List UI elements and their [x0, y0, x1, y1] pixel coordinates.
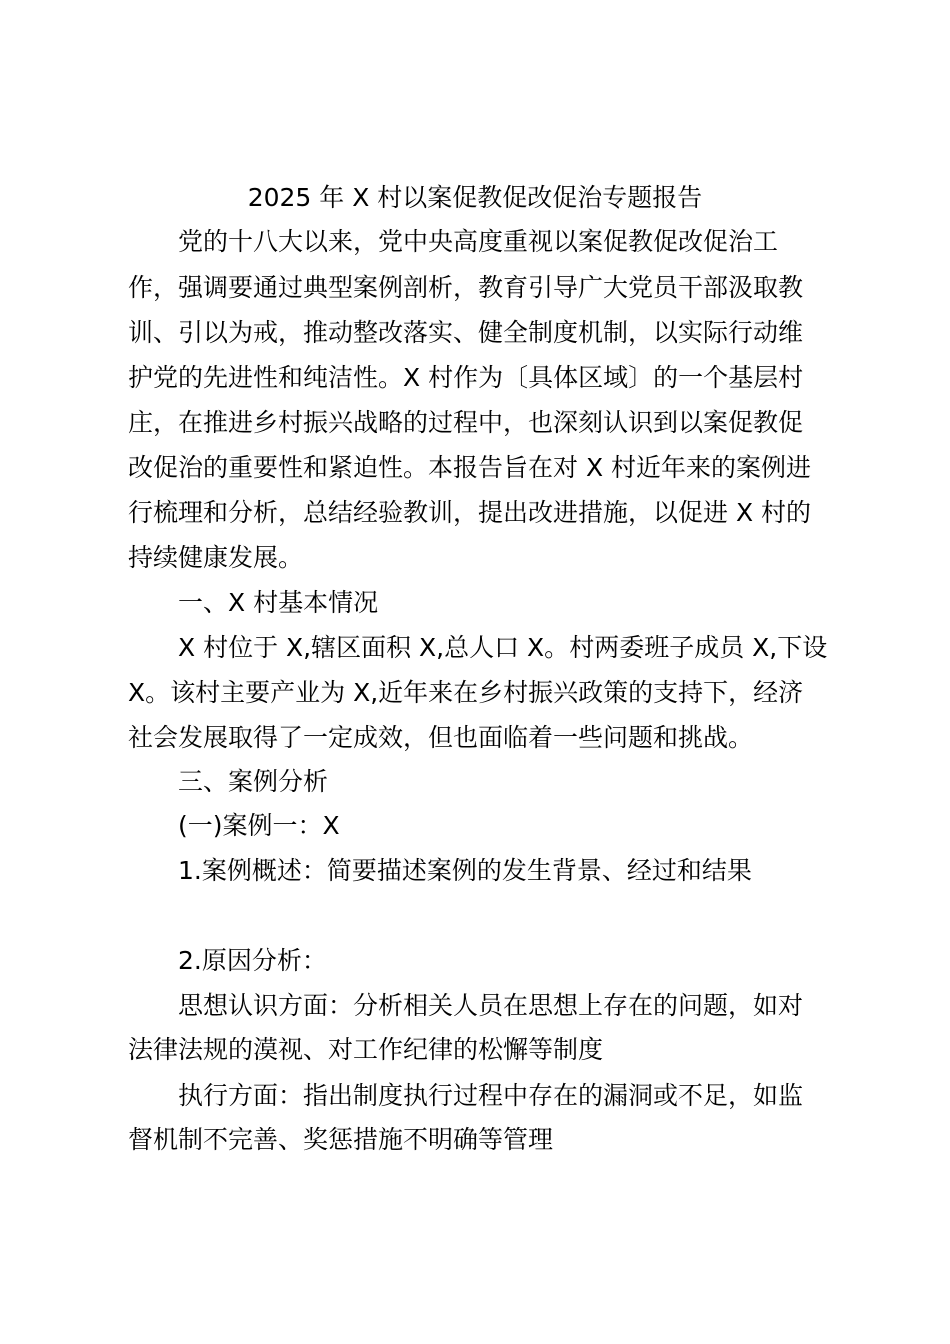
intro-line-2: 作，强调要通过典型案例剖析，教育引导广大党员干部汲取教: [128, 273, 804, 302]
section1-line-1: X 村位于 X,辖区面积 X,总人口 X。村两委班子成员 X,下设: [178, 633, 828, 662]
intro-line-6: 改促治的重要性和紧迫性。本报告旨在对 X 村近年来的案例进: [128, 453, 812, 482]
intro-line-7: 行梳理和分析，总结经验教训，提出改进措施，以促进 X 村的: [128, 498, 812, 527]
section3-heading: 三、案例分析: [178, 767, 329, 796]
thought-line-2: 法律法规的漠视、对工作纪律的松懈等制度: [128, 1035, 604, 1064]
cause-heading: 2.原因分析：: [178, 946, 327, 975]
document-title: 2025 年 X 村以案促教促改促治专题报告: [247, 183, 703, 212]
execution-line-1: 执行方面：指出制度执行过程中存在的漏洞或不足，如监: [178, 1081, 804, 1110]
case1-heading: (一)案例一：X: [178, 811, 340, 840]
intro-line-8: 持续健康发展。: [128, 543, 304, 572]
section1-heading: 一、X 村基本情况: [178, 588, 379, 617]
execution-line-2: 督机制不完善、奖惩措施不明确等管理: [128, 1125, 554, 1154]
section1-line-3: 社会发展取得了一定成效，但也面临着一些问题和挑战。: [128, 723, 754, 752]
thought-line-1: 思想认识方面：分析相关人员在思想上存在的问题，如对: [178, 991, 804, 1020]
case1-overview: 1.案例概述：简要描述案例的发生背景、经过和结果: [178, 856, 752, 885]
intro-line-3: 训、引以为戒，推动整改落实、健全制度机制，以实际行动维: [128, 318, 804, 347]
intro-line-5: 庄，在推进乡村振兴战略的过程中，也深刻认识到以案促教促: [128, 408, 804, 437]
intro-line-1: 党的十八大以来，党中央高度重视以案促教促改促治工: [178, 227, 779, 256]
intro-line-4: 护党的先进性和纯洁性。X 村作为〔具体区域〕的一个基层村: [128, 363, 804, 392]
section1-line-2: X。该村主要产业为 X,近年来在乡村振兴政策的支持下，经济: [128, 678, 804, 707]
